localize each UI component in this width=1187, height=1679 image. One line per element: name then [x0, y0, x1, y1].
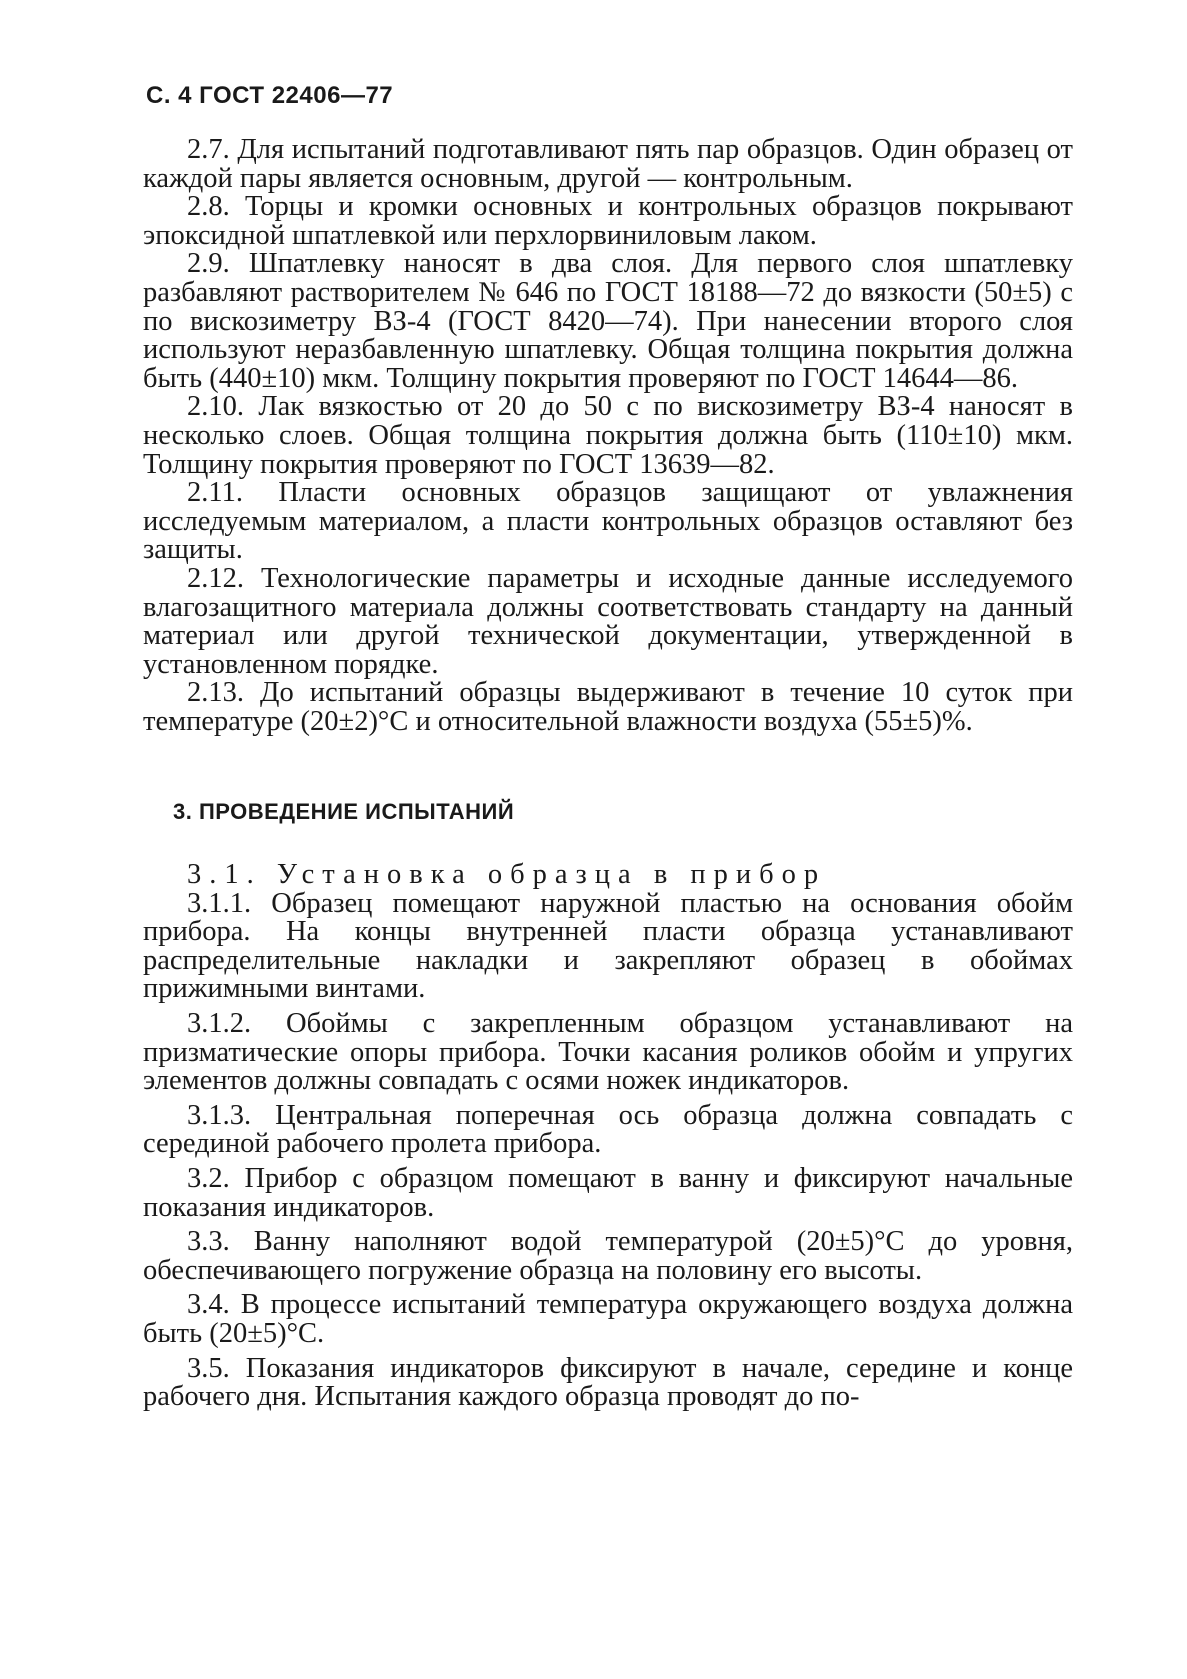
paragraph-2-7: 2.7. Для испытаний подготавливают пять пар образцов. Один образец от каждой пары является основным, другой — контрольным.: [143, 134, 1073, 194]
paragraph-3-1-1: 3.1.1. Образец помещают наружной пластью на основания обойм прибора. На концы внутренней пласти образца устанавливают распределительные накладки и закрепляют образец в обоймах прижимными винтами.: [143, 887, 1073, 1005]
paragraph-3-1-3: 3.1.3. Центральная поперечная ось образца должна совпадать с серединой рабочего пролета прибора.: [143, 1099, 1073, 1160]
paragraph-2-8: 2.8. Торцы и кромки основных и контрольных образцов покрывают эпоксидной шпатлевкой или перхлорвиниловым лаком.: [143, 191, 1073, 251]
paragraph-2-12: 2.12. Технологические параметры и исходные данные исследуемого влагозащитного материала должны соответствовать стандарту на данный материал или другой технической документации, утвержденной в установленном порядке.: [143, 562, 1073, 680]
paragraph-2-11: 2.11. Пласти основных образцов защищают от увлажнения исследуемым материалом, а пласти контрольных образцов оставляют без защиты.: [143, 477, 1073, 566]
paragraph-3-2: 3.2. Прибор с образцом помещают в ванну и фиксируют начальные показания индикаторов.: [143, 1163, 1073, 1223]
paragraph-3-1-2: 3.1.2. Обоймы с закрепленным образцом устанавливают на призматические опоры прибора. Точки касания роликов обойм и упругих элементов должны совпадать с осями ножек индикаторов.: [143, 1008, 1073, 1097]
paragraph-3-5: 3.5. Показания индикаторов фиксируют в начале, середине и конце рабочего дня. Испытания каждого образца проводят до по-: [143, 1352, 1073, 1413]
paragraph-3-4: 3.4. В процессе испытаний температура окружающего воздуха должна быть (20±5)°С.: [143, 1289, 1073, 1349]
page-header: С. 4 ГОСТ 22406—77: [146, 82, 394, 109]
paragraph-2-10: 2.10. Лак вязкостью от 20 до 50 с по вискозиметру ВЗ-4 наносят в несколько слоев. Общая толщина покрытия должна быть (110±10) мкм. Толщину покрытия проверяют по ГОСТ 13639—82.: [143, 391, 1073, 480]
paragraph-2-13: 2.13. До испытаний образцы выдерживают в течение 10 суток при температуре (20±2)°С и относительной влажности воздуха (55±5)%.: [143, 677, 1073, 737]
paragraph-3-3: 3.3. Ванну наполняют водой температурой (20±5)°С до уровня, обеспечивающего погружение образца на половину его высоты.: [143, 1226, 1073, 1286]
subheading-3-1: 3.1. Установка образца в прибор: [187, 859, 827, 891]
document-body: [143, 136, 1073, 1412]
paragraph-2-9: 2.9. Шпатлевку наносят в два слоя. Для первого слоя шпатлевку разбавляют растворителем № 646 по ГОСТ 18188—72 до вязкости (50±5) с по вискозиметру ВЗ-4 (ГОСТ 8420—74). При нанесении второго слоя используют неразбавленную шпатлевку. Общая толщина покрытия должна быть (440±10) мкм. Толщину покрытия проверяют по ГОСТ 14644—86.: [143, 248, 1073, 394]
section-title: 3. ПРОВЕДЕНИЕ ИСПЫТАНИЙ: [173, 799, 515, 825]
